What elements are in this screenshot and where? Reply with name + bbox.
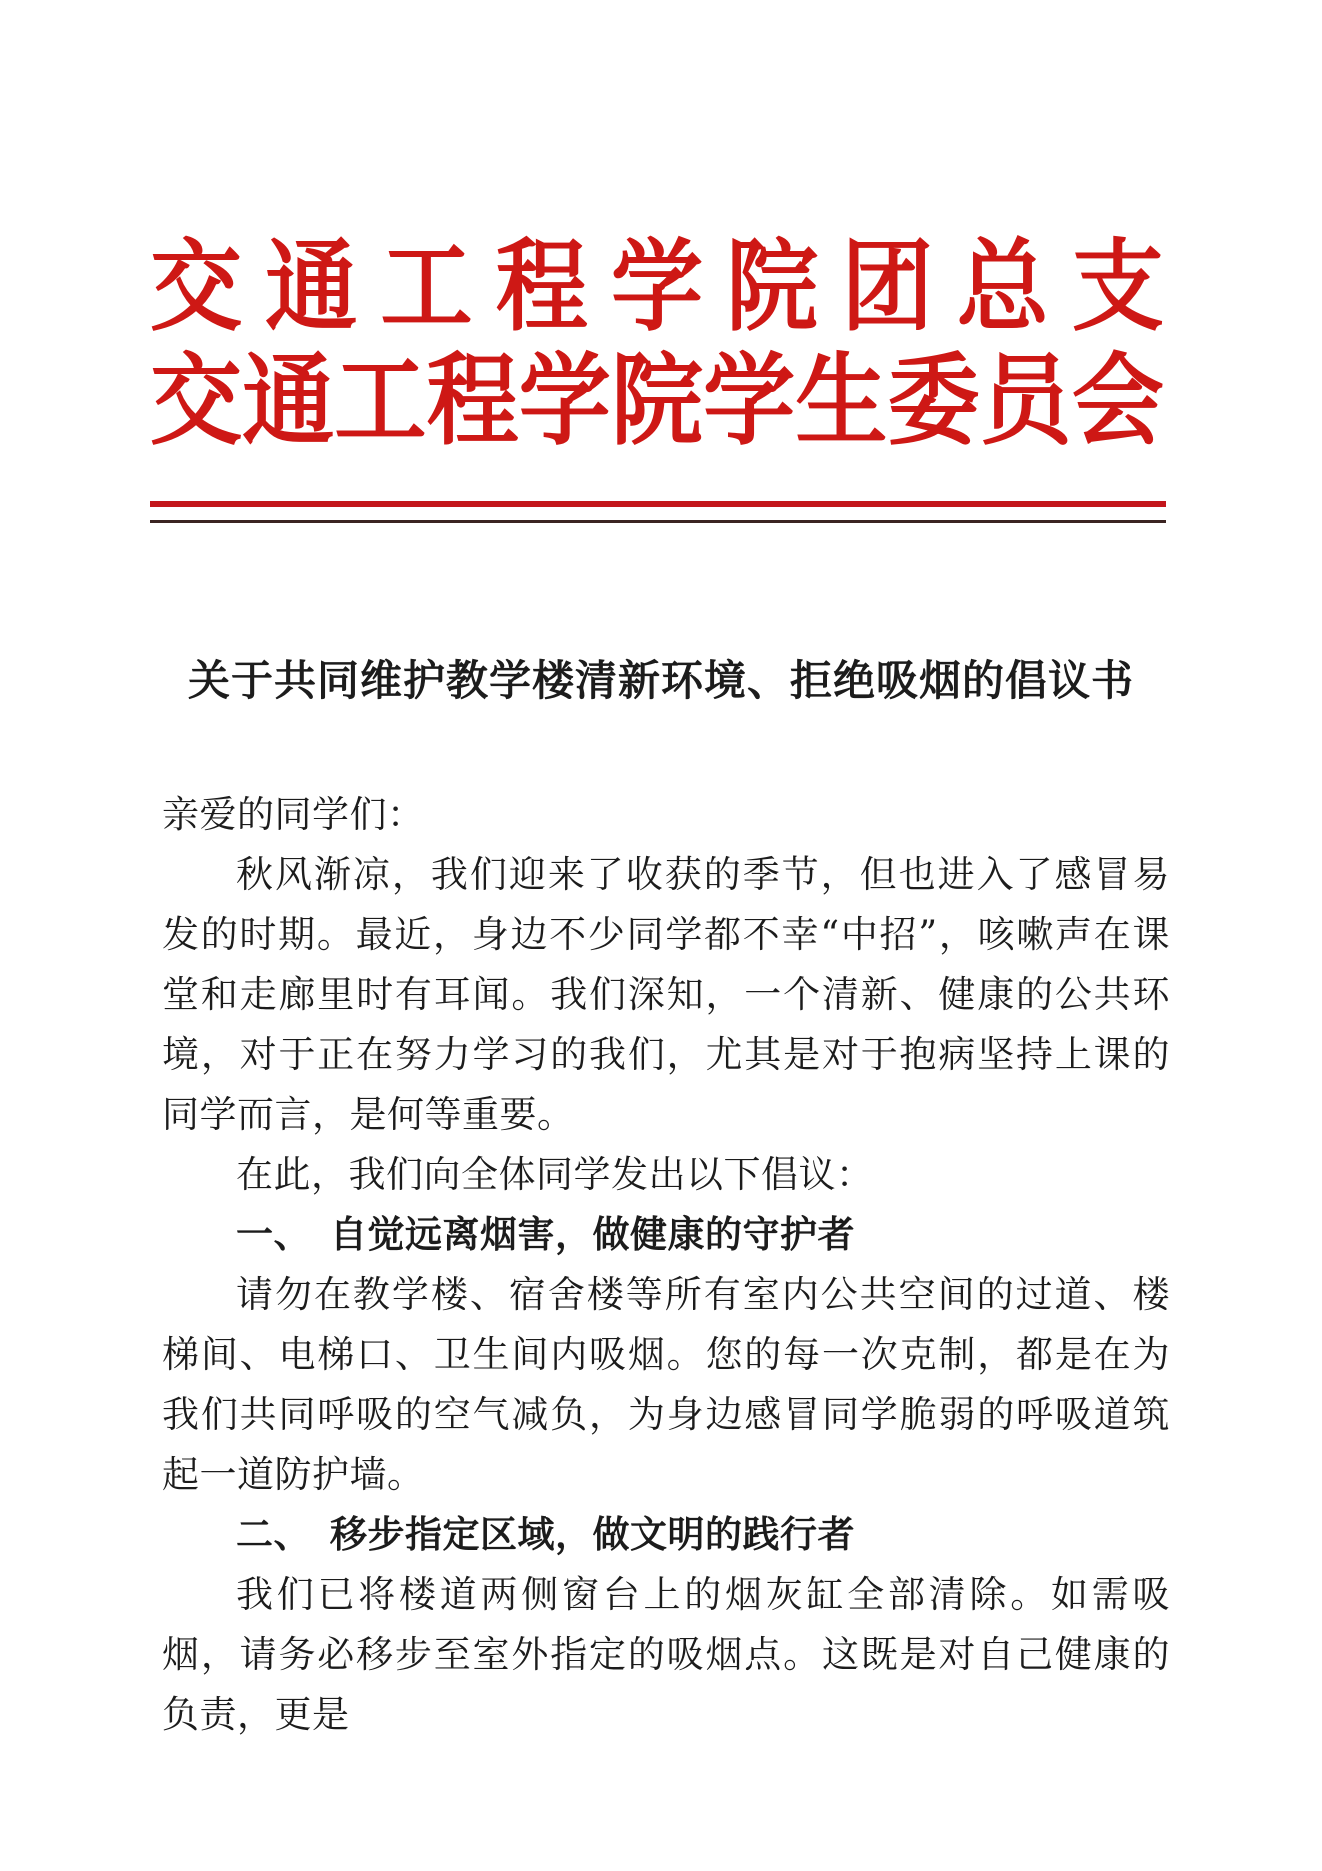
section-heading: 二、 移步指定区域，做文明的践行者 (236, 1514, 855, 1555)
paragraph: 请勿在教学楼、宿舍楼等所有室内公共空间的过道、楼梯间、电梯口、卫生间内吸烟。您的每一次克制，都是在为我们共同呼吸的空气减负，为身边感冒同学脆弱的呼吸道筑起一道防护墙。 (162, 1273, 1170, 1496)
letterhead-char: 学 (703, 346, 796, 457)
paragraph: 秋风渐凉，我们迎来了收获的季节，但也进入了感冒易发的时期。最近，身边不少同学都不幸“中招”，咳嗽声在课堂和走廊里时有耳闻。我们深知，一个清新、健康的公共环境，对于正在努力学习的我们，尤其是对于抱病坚持上课的同学而言，是何等重要。 (162, 853, 1170, 1136)
document-body (162, 785, 1170, 1745)
letterhead-char: 学 (518, 346, 611, 457)
letterhead-line-2 (150, 346, 1164, 457)
letterhead-char: 生 (795, 346, 888, 457)
letterhead-char: 程 (495, 232, 588, 343)
salutation: 亲爱的同学们： (162, 793, 425, 836)
letterhead-char: 通 (265, 232, 358, 343)
letterhead-divider-thin-rule (150, 520, 1166, 523)
letterhead-char: 交 (150, 346, 243, 457)
letterhead-char: 员 (979, 346, 1072, 457)
letterhead-char: 交 (150, 232, 243, 343)
letterhead-char: 工 (380, 232, 473, 343)
letterhead-line-1 (150, 232, 1164, 343)
letterhead-char: 工 (334, 346, 427, 457)
letterhead-char: 学 (610, 232, 703, 343)
letterhead-char: 程 (426, 346, 519, 457)
letterhead-divider-thick-rule (150, 501, 1166, 507)
letterhead-char: 总 (956, 232, 1049, 343)
document-title: 关于共同维护教学楼清新环境、拒绝吸烟的倡议书 (187, 657, 1134, 704)
paragraph: 我们已将楼道两侧窗台上的烟灰缸全部清除。如需吸烟，请务必移步至室外指定的吸烟点。这既是对自己健康的负责，更是 (162, 1573, 1170, 1736)
letterhead-char: 支 (1071, 232, 1164, 343)
paragraph: 在此，我们向全体同学发出以下倡议： (236, 1153, 874, 1196)
letterhead-char: 委 (887, 346, 980, 457)
letterhead-char: 会 (1071, 346, 1164, 457)
letterhead-char: 团 (841, 232, 934, 343)
letterhead-char: 通 (242, 346, 335, 457)
letterhead-char: 院 (726, 232, 819, 343)
section-heading: 一、 自觉远离烟害，做健康的守护者 (236, 1214, 855, 1255)
letterhead-char: 院 (610, 346, 703, 457)
